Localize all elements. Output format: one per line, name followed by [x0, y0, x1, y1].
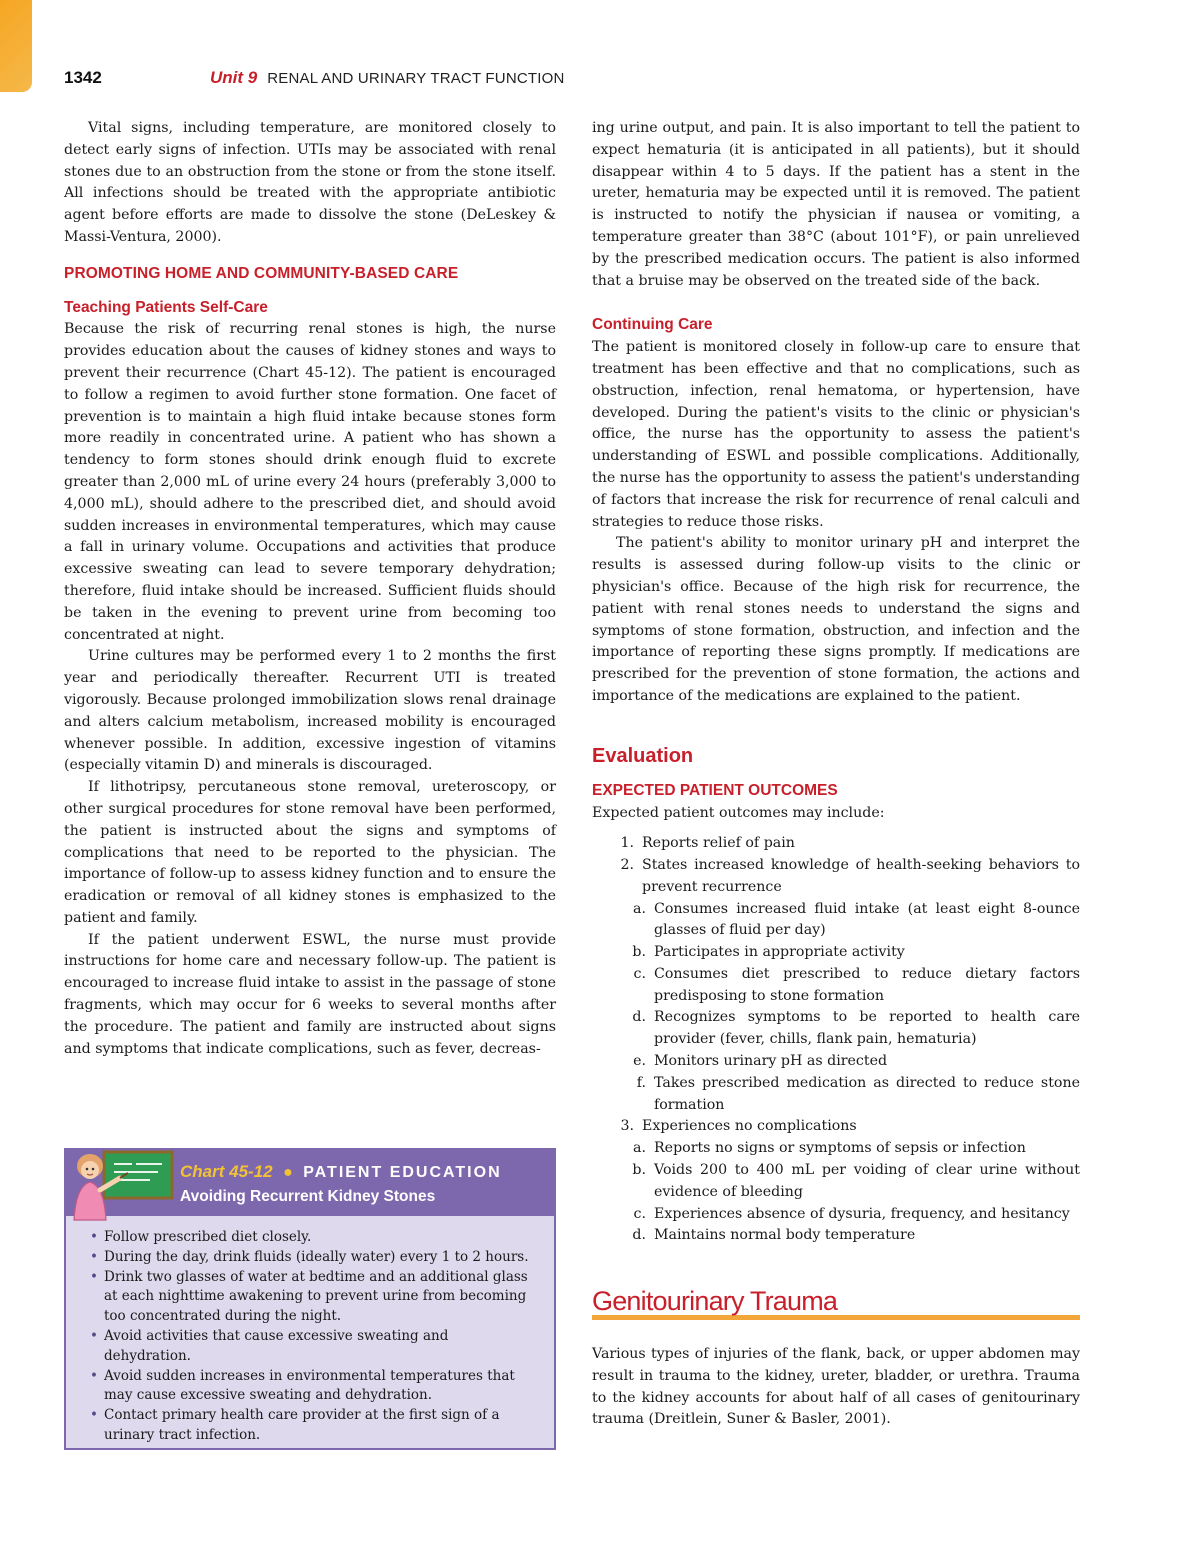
outcome-text: States increased knowledge of health-seeking behaviors to prevent recurrence: [642, 856, 1080, 895]
paragraph: The patient's ability to monitor urinary pH and interpret the results is assessed during follow-up visits to the clinic or physician's office. Because of the high risk for recurrence, the patient with renal stones needs to understand the signs and symptoms of stone formation, obstruction, and infection and the importance of reporting these signs promptly. If medications are prescribed for the prevention of stone formation, the actions and importance of the medications are explained to the patient.: [592, 535, 1080, 704]
outcome-marker: 3.: [620, 1118, 634, 1135]
outcome-marker: b.: [632, 1162, 646, 1179]
chapter-section-heading: Genitourinary Trauma: [592, 1291, 1080, 1320]
outcome-item: [592, 1204, 1080, 1226]
paragraph: Because the risk of recurring renal stones is high, the nurse provides education about the causes of kidney stones and ways to prevent their recurrence (Chart 45-12). The patient is encouraged to follow a regimen to avoid further stone formation. One facet of prevention is to maintain a high fluid intake because stones form more readily in concentrated urine. A patient who has shown a tendency to form stones should drink enough fluid to excrete greater than 2,000 mL of urine every 24 hours (preferably 3,000 to 4,000 mL), should adhere to the prescribed diet, and should avoid sudden increases in environmental temperatures, which may cause a fall in urinary volume. Occupations and activities that produce excessive sweating can lead to severe temporary dehydration; therefore, fluid intake should be increased. Sufficient fluids should be taken in the evening to prevent urine from becoming too concentrated at night.: [64, 321, 556, 643]
chart-header: [66, 1150, 554, 1216]
outcome-item: [592, 1051, 1080, 1073]
unit-title: RENAL AND URINARY TRACT FUNCTION: [267, 70, 565, 87]
paragraph: If the patient underwent ESWL, the nurse must provide instructions for home care and necessary follow-up. The patient is encouraged to increase fluid intake to assist in the passage of stone fragments, which may occur for 6 weeks to several months after the procedure. The patient and family are instructed about signs and symptoms that indicate complications, such as fever, decreas-: [64, 931, 556, 1057]
outcome-item: [592, 1007, 1080, 1051]
corner-tab: [0, 0, 32, 92]
outcome-marker: a.: [633, 900, 646, 917]
outcome-item: [592, 1225, 1080, 1247]
evaluation-heading: Evaluation: [592, 744, 694, 767]
paragraph: ing urine output, and pain. It is also important to tell the patient to expect hematuria (it is anticipated in all patients), but it should disappear within 4 to 5 days. If the patient has a stent in the ureter, hematuria may be expected until it is removed. The patient is instructed to notify the physician if nausea or vomiting, a temperature greater than 38°C (about 101°F), or pain unrelieved by the prescribed medication occurs. The patient is also informed that a bruise may be observed on the treated side of the back.: [592, 120, 1080, 289]
outcome-marker: f.: [636, 1074, 646, 1091]
page-number: 1342: [64, 68, 102, 87]
outcome-text: Consumes increased fluid intake (at least eight 8-ounce glasses of fluid per day): [654, 900, 1080, 939]
patient-education-chart: [64, 1148, 556, 1450]
unit-label: Unit 9: [210, 68, 258, 87]
outcome-text: Reports relief of pain: [642, 835, 795, 852]
list-item: • Avoid sudden increases in environmental temperatures that may cause excessive sweating and dehydration.: [104, 1367, 538, 1407]
left-column: [64, 118, 556, 1060]
outcome-text: Experiences no complications: [642, 1118, 857, 1135]
list-item: • Avoid activities that cause excessive sweating and dehydration.: [104, 1327, 538, 1367]
outcome-marker: e.: [633, 1053, 646, 1070]
list-item: • Drink two glasses of water at bedtime and an additional glass at each nighttime awakening to prevent urine from becoming too concentrated during the night.: [104, 1268, 538, 1327]
subsection-heading: Teaching Patients Self-Care: [64, 298, 268, 316]
outcome-marker: c.: [633, 965, 646, 982]
outcome-item: [592, 1160, 1080, 1204]
outcome-text: Monitors urinary pH as directed: [654, 1053, 888, 1070]
outcome-marker: 2.: [620, 856, 634, 873]
outcome-text: Recognizes symptoms to be reported to health care provider (fever, chills, flank pain, hematuria): [654, 1009, 1080, 1048]
section-heading: PROMOTING HOME AND COMMUNITY-BASED CARE: [64, 264, 459, 282]
outcome-item: [592, 1116, 1080, 1138]
outcome-item: [592, 855, 1080, 899]
outcome-marker: d.: [632, 1009, 646, 1026]
outcome-text: Participates in appropriate activity: [654, 944, 905, 961]
list-item: • Follow prescribed diet closely.: [104, 1228, 538, 1248]
chart-type: PATIENT EDUCATION: [303, 1164, 502, 1181]
outcome-item: [592, 1138, 1080, 1160]
teacher-chalkboard-icon: [68, 1146, 178, 1224]
paragraph: If lithotripsy, percutaneous stone removal, ureteroscopy, or other surgical procedures for stone removal have been performed, the patient is instructed about the signs and symptoms of complications that need to be reported to the physician. The importance of follow-up to assess kidney function and to ensure the eradication or removal of all kidney stones is emphasized to the patient and family.: [64, 779, 556, 926]
chart-title: Avoiding Recurrent Kidney Stones: [180, 1188, 436, 1205]
list-item: • During the day, drink fluids (ideally water) every 1 to 2 hours.: [104, 1248, 538, 1268]
outcome-item: [592, 1073, 1080, 1117]
outcome-marker: d.: [632, 1227, 646, 1244]
bullet-dot-icon: ●: [283, 1164, 293, 1181]
right-column: [592, 118, 1080, 1431]
outcome-marker: 1.: [620, 835, 634, 852]
outcome-item: [592, 964, 1080, 1008]
outcome-item: [592, 942, 1080, 964]
outcome-text: Takes prescribed medication as directed to reduce stone formation: [654, 1074, 1080, 1113]
paragraph: The patient is monitored closely in follow-up care to ensure that treatment has been effective and that no complications, such as obstruction, infection, renal hematoma, or hypertension, have developed. During the patient's visits to the clinic or physician's office, the nurse has the opportunity to assess the patient's understanding of ESWL and possible complications. Additionally, the nurse has the opportunity to assess the patient's understanding of factors that increase the risk for recurrence of renal calculi and strategies to reduce those risks.: [592, 339, 1080, 530]
outcome-text: Reports no signs or symptoms of sepsis or infection: [654, 1140, 1026, 1157]
outcome-text: Maintains normal body temperature: [654, 1227, 916, 1244]
paragraph: Various types of injuries of the flank, back, or upper abdomen may result in trauma to the kidney, ureter, bladder, or urethra. Trauma to the kidney accounts for about half of all cases of genitourinary trauma (Dreitlein, Suner & Basler, 2001).: [592, 1346, 1080, 1428]
paragraph: Urine cultures may be performed every 1 to 2 months the first year and periodically thereafter. Recurrent UTI is treated vigorously. Because prolonged immobilization slows renal drainage and alters calcium metabolism, increased mobility is encouraged whenever possible. In addition, excessive ingestion of vitamins (especially vitamin D) and minerals is discouraged.: [64, 648, 556, 774]
outcome-item: [592, 899, 1080, 943]
chart-list: [66, 1216, 554, 1446]
chart-title-line: [180, 1162, 502, 1182]
outcomes-intro: Expected patient outcomes may include:: [592, 805, 885, 822]
chart-number: Chart 45-12: [180, 1162, 273, 1181]
outcomes-list: [592, 833, 1080, 1247]
subsection-heading: Continuing Care: [592, 316, 713, 334]
outcome-marker: c.: [633, 1205, 646, 1222]
list-item: • Contact primary health care provider at the first sign of a urinary tract infection.: [104, 1406, 538, 1446]
outcomes-heading: EXPECTED PATIENT OUTCOMES: [592, 781, 838, 799]
outcome-text: Voids 200 to 400 mL per voiding of clear urine without evidence of bleeding: [654, 1162, 1080, 1200]
outcome-text: Consumes diet prescribed to reduce dietary factors predisposing to stone formation: [654, 965, 1080, 1004]
outcome-marker: a.: [633, 1140, 646, 1157]
outcome-marker: b.: [632, 944, 646, 961]
paragraph: Vital signs, including temperature, are monitored closely to detect early signs of infection. UTIs may be associated with renal stones due to an obstruction from the stone or from the stone itself. All infections should be treated with the appropriate antibiotic agent before efforts are made to dissolve the stone (DeLeskey & Massi-Ventura, 2000).: [64, 120, 556, 245]
outcome-item: [592, 833, 1080, 855]
outcome-text: Experiences absence of dysuria, frequency, and hesitancy: [654, 1205, 1070, 1222]
running-head: [64, 68, 565, 96]
